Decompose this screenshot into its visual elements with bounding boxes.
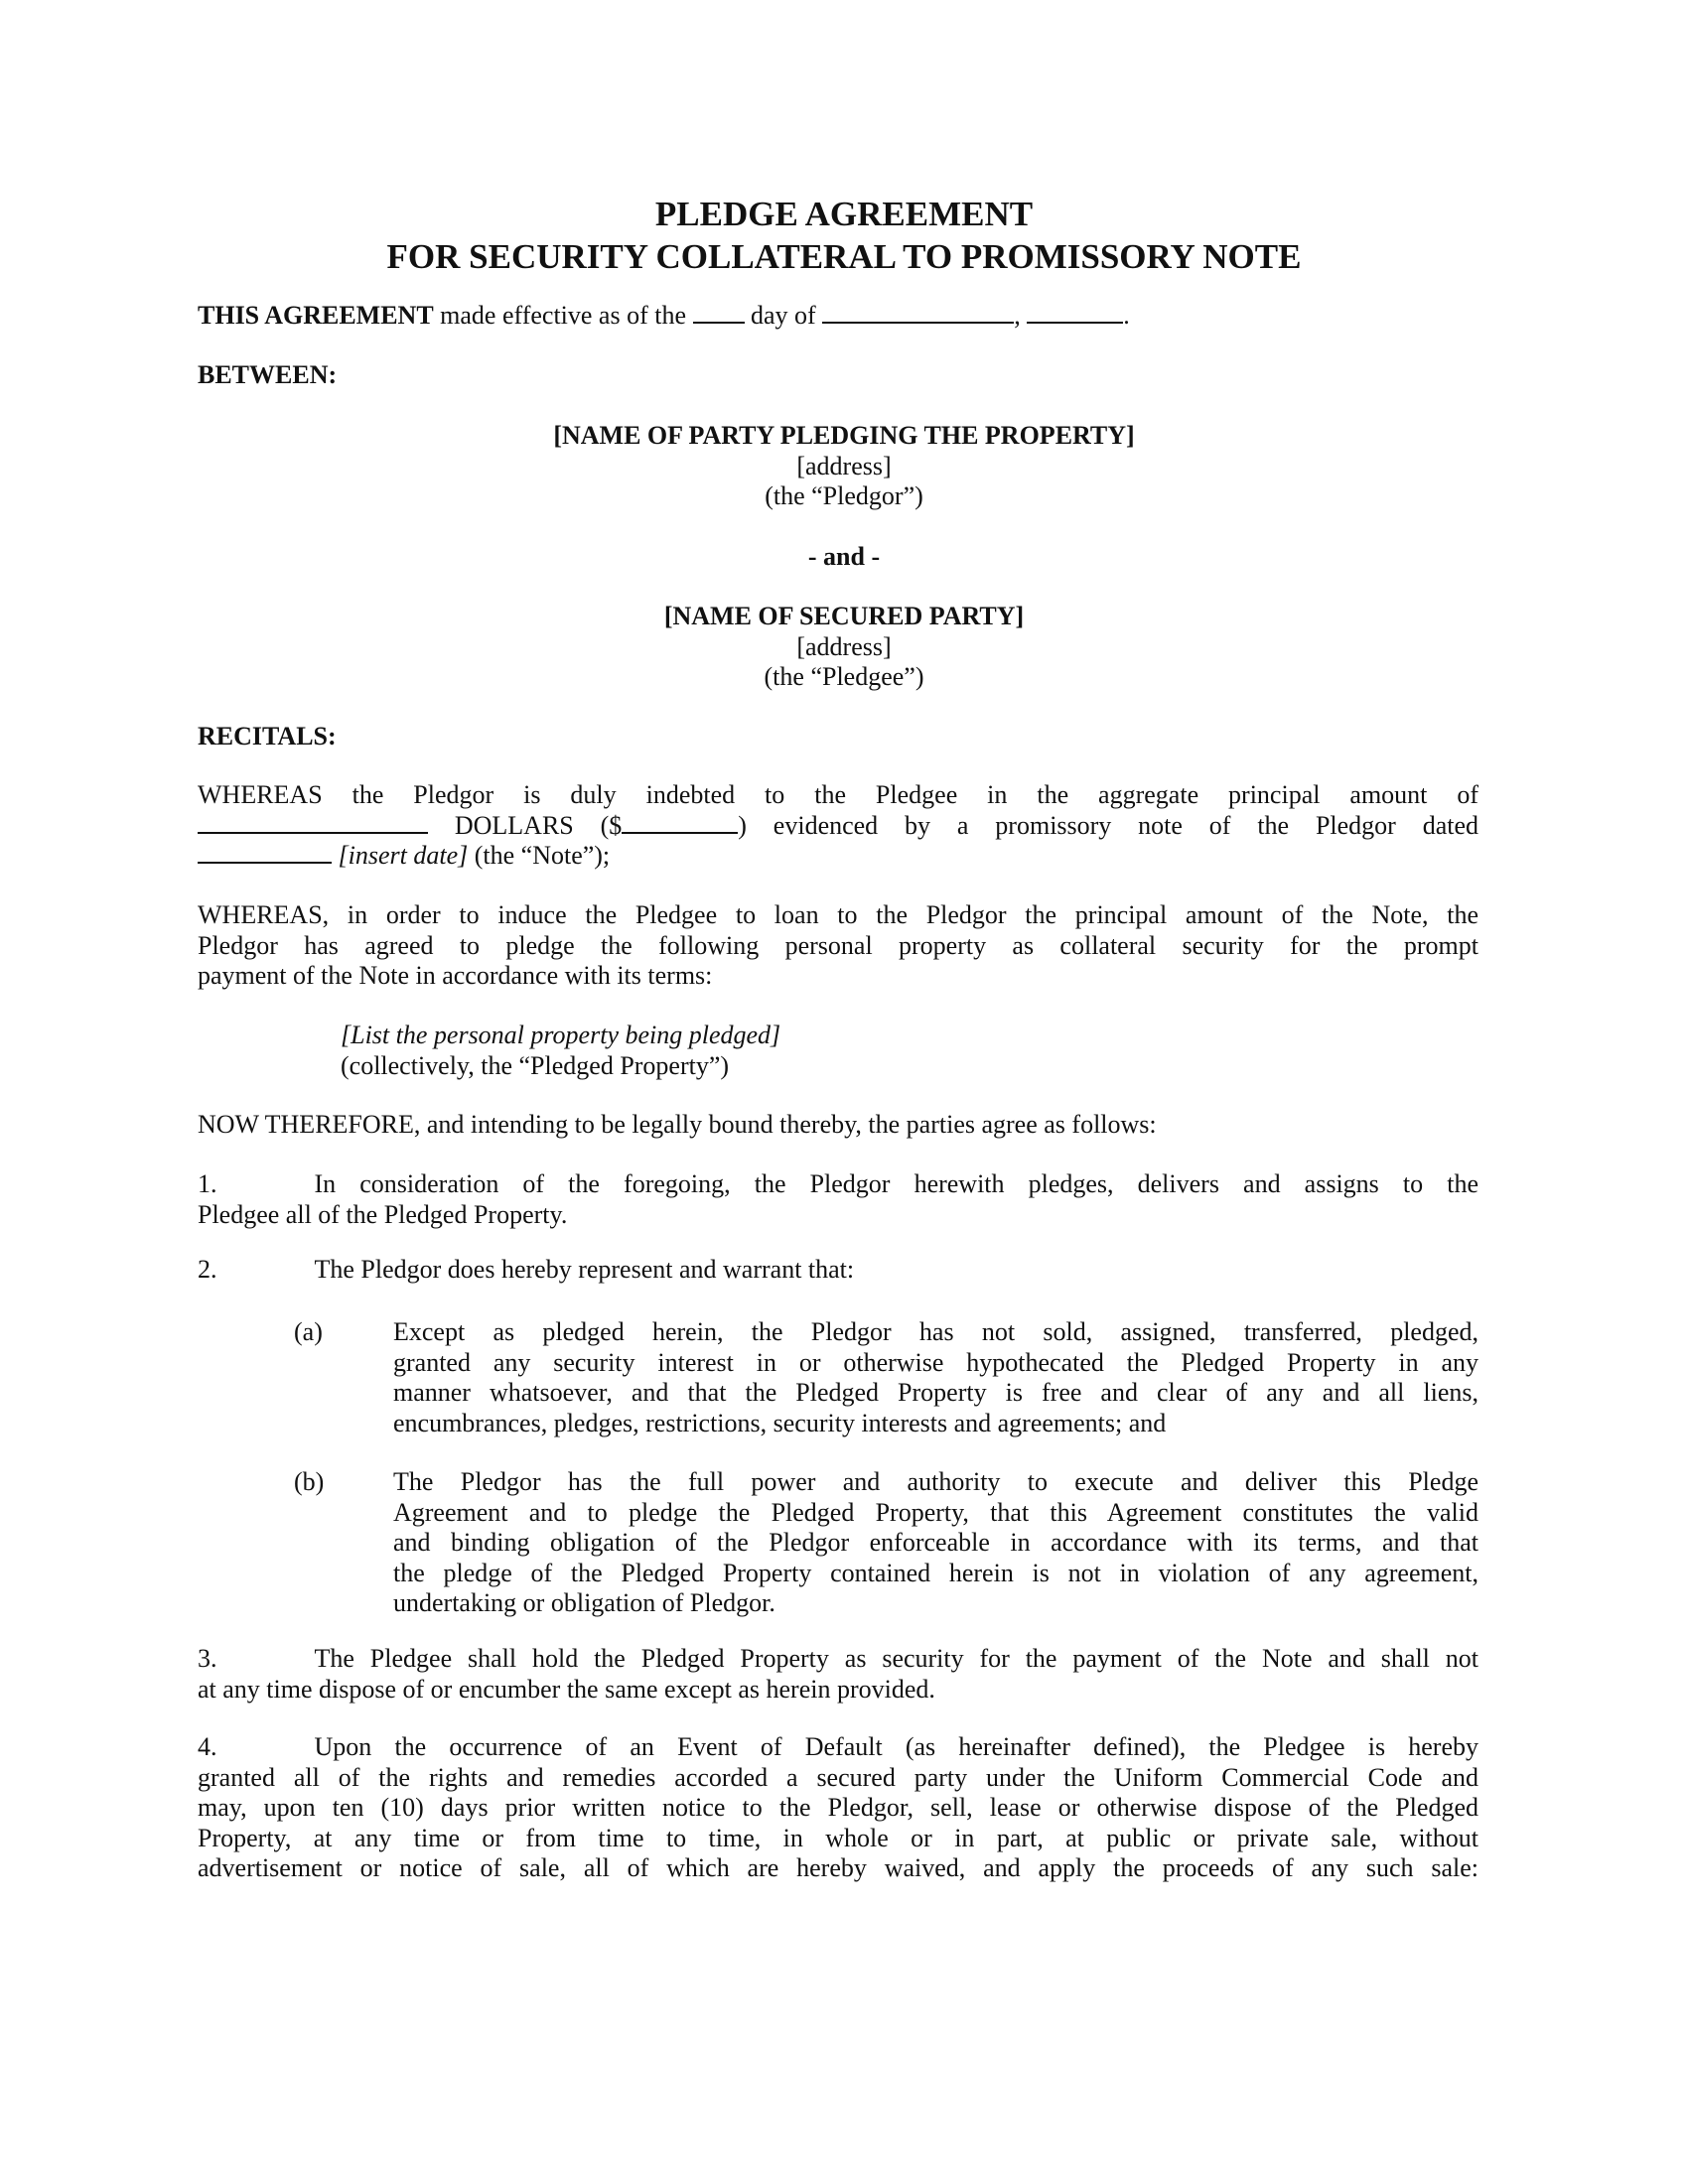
agreement-intro <box>198 301 1478 332</box>
pledgee-role: (the “Pledgee”) <box>764 662 924 692</box>
intro-text: made effective as of the <box>433 301 693 330</box>
paragraph-line: at any time dispose of or encumber the same except as herein provided. <box>198 1674 935 1704</box>
paragraph-line: payment of the Note in accordance with its terms: <box>198 961 713 991</box>
whereas-indebted <box>198 780 1478 872</box>
paragraph-line: undertaking or obligation of Pledgor. <box>393 1588 775 1618</box>
day-blank[interactable] <box>693 302 745 324</box>
property-placeholder: [List the personal property being pledged] <box>341 1021 781 1049</box>
section-3 <box>198 1644 1478 1705</box>
paragraph-line: Agreement and to pledge the Pledged Property, that this Agreement constitutes the valid <box>393 1497 1478 1527</box>
paragraph-line: Pledgee all of the Pledged Property. <box>198 1199 568 1229</box>
text: ) evidenced by a promissory note of the Pledgor dated <box>738 810 1478 840</box>
section-number: 3. <box>198 1644 217 1673</box>
pledged-property-definition: (collectively, the “Pledged Property”) <box>341 1050 730 1080</box>
year-blank[interactable] <box>1027 302 1123 324</box>
paragraph-line: The Pledgor has the full power and authority to execute and deliver this Pledge <box>393 1467 1478 1496</box>
section-4 <box>198 1732 1478 1884</box>
paragraph-line: may, upon ten (10) days prior written notice to the Pledgor, sell, lease or otherwise dispose of the Pledged <box>198 1793 1478 1823</box>
pledgee-block <box>0 602 1688 693</box>
date-blank[interactable] <box>198 842 332 864</box>
text: Upon the occurrence of an Event of Default (as hereinafter defined), the Pledgee is hereby <box>314 1732 1478 1761</box>
and-separator: - and - <box>807 542 881 571</box>
paragraph-line: Property, at any time or from time to time, in whole or in part, at public or private sale, without <box>198 1823 1478 1852</box>
pledgor-block <box>0 421 1688 512</box>
paragraph-line: and binding obligation of the Pledgor enforceable in accordance with its terms, and that <box>393 1528 1478 1558</box>
insert-date-placeholder: [insert date] <box>338 841 469 871</box>
document-title: PLEDGE AGREEMENT <box>654 195 1034 233</box>
section-1 <box>198 1169 1478 1230</box>
intro-bold: THIS AGREEMENT <box>198 301 434 330</box>
text: The Pledgee shall hold the Pledged Property as security for the payment of the Note and shall not <box>314 1644 1478 1673</box>
text: (the “Note”); <box>468 841 611 871</box>
text: In consideration of the foregoing, the Pledgor herewith pledges, delivers and assigns to the <box>314 1169 1478 1198</box>
month-blank[interactable] <box>822 302 1014 324</box>
paragraph-line: advertisement or notice of sale, all of which are hereby waived, and apply the proceeds of any such sale: <box>198 1853 1478 1883</box>
text: The Pledgor does hereby represent and warrant that: <box>314 1255 855 1284</box>
paragraph-line: Except as pledged herein, the Pledgor has not sold, assigned, transferred, pledged, <box>393 1317 1478 1346</box>
section-number: 1. <box>198 1169 217 1198</box>
section-2 <box>198 1255 1478 1286</box>
section-number: 2. <box>198 1255 217 1284</box>
intro-text: . <box>1123 301 1130 330</box>
paragraph-line: WHEREAS the Pledgor is duly indebted to the Pledgee in the aggregate principal amount of <box>198 780 1478 809</box>
amount-words-blank[interactable] <box>198 812 428 834</box>
intro-text: , <box>1014 301 1028 330</box>
whereas-pledge <box>198 900 1478 992</box>
recitals-heading: RECITALS: <box>198 722 337 751</box>
intro-text: day of <box>744 301 823 330</box>
pledgor-address: [address] <box>796 451 892 480</box>
pledgee-address: [address] <box>796 631 892 661</box>
paragraph-line: encumbrances, pledges, restrictions, security interests and agreements; and <box>393 1408 1167 1437</box>
pledgor-name: [NAME OF PARTY PLEDGING THE PROPERTY] <box>553 421 1135 450</box>
paragraph-line: manner whatsoever, and that the Pledged Property is free and clear of any and all liens, <box>393 1378 1478 1408</box>
now-therefore: NOW THEREFORE, and intending to be legally bound thereby, the parties agree as follows: <box>198 1110 1157 1139</box>
paragraph-line <box>198 811 1478 842</box>
paragraph-line <box>198 1732 1478 1763</box>
amount-number-blank[interactable] <box>622 812 738 834</box>
section-number: 4. <box>198 1732 217 1761</box>
paragraph-line: WHEREAS, in order to induce the Pledgee to loan to the Pledgor the principal amount of the Note, the <box>198 900 1478 929</box>
text: DOLLARS ($ <box>428 810 623 840</box>
pledgor-role: (the “Pledgor”) <box>765 481 923 511</box>
paragraph-line: the pledge of the Pledged Property contained herein is not in violation of any agreement, <box>393 1558 1478 1587</box>
paragraph-line <box>198 1169 1478 1200</box>
subsection-label: (b) <box>294 1467 325 1496</box>
between-heading: BETWEEN: <box>198 360 338 389</box>
subsection-label: (a) <box>294 1317 323 1346</box>
paragraph-line: granted all of the rights and remedies accorded a secured party under the Uniform Commercial Code and <box>198 1762 1478 1792</box>
pledgee-name: [NAME OF SECURED PARTY] <box>663 602 1025 630</box>
paragraph-line <box>198 841 1478 872</box>
pledged-property-list <box>341 1021 1334 1081</box>
paragraph-line: granted any security interest in or otherwise hypothecated the Pledged Property in any <box>393 1347 1478 1377</box>
paragraph-line: Pledgor has agreed to pledge the following personal property as collateral security for the prompt <box>198 930 1478 960</box>
document-subtitle: FOR SECURITY COLLATERAL TO PROMISSORY NOTE <box>386 237 1302 276</box>
paragraph-line <box>198 1644 1478 1675</box>
